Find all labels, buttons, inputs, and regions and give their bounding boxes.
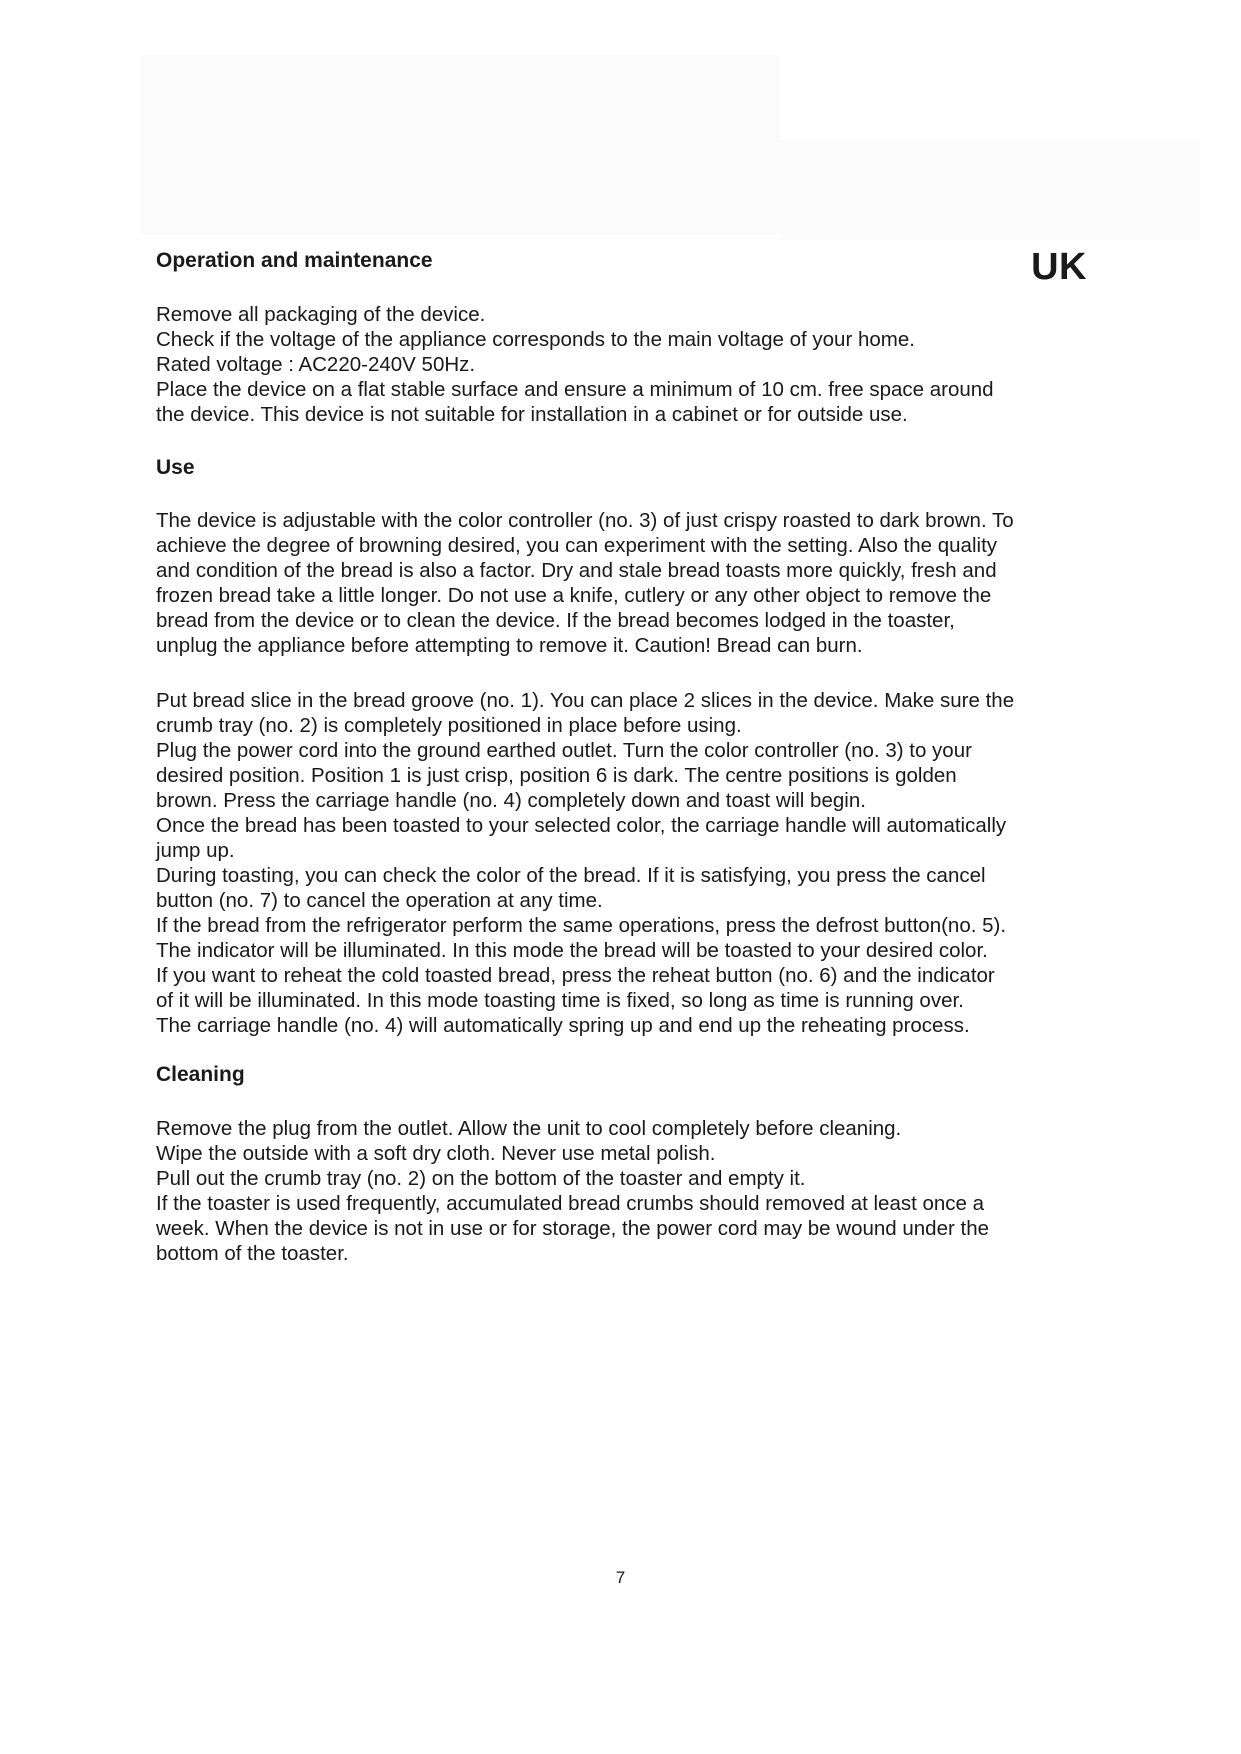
text-line: If the toaster is used frequently, accumulated bread crumbs should removed at least once a bbox=[156, 1192, 985, 1215]
text-line: Remove all packaging of the device. bbox=[156, 303, 486, 326]
text-line: brown. Press the carriage handle (no. 4) completely down and toast will begin. bbox=[156, 789, 866, 812]
operation-paragraph bbox=[156, 302, 1096, 427]
text-line: desired position. Position 1 is just crisp, position 6 is dark. The centre positions is golden bbox=[156, 764, 957, 787]
text-line: crumb tray (no. 2) is completely positioned in place before using. bbox=[156, 714, 742, 737]
text-line: Check if the voltage of the appliance corresponds to the main voltage of your home. bbox=[156, 328, 915, 351]
language-tag: UK bbox=[1031, 246, 1087, 288]
text-line: Place the device on a flat stable surface and ensure a minimum of 10 cm. free space around bbox=[156, 378, 994, 401]
text-line: The indicator will be illuminated. In this mode the bread will be toasted to your desired color. bbox=[156, 939, 988, 962]
text-line: of it will be illuminated. In this mode toasting time is fixed, so long as time is running over. bbox=[156, 989, 964, 1012]
text-line: Rated voltage : AC220-240V 50Hz. bbox=[156, 353, 476, 376]
scan-shadow-top bbox=[140, 55, 780, 235]
section-title-operation: Operation and maintenance bbox=[156, 249, 433, 272]
text-line: jump up. bbox=[156, 839, 235, 862]
text-line: During toasting, you can check the color of the bread. If it is satisfying, you press the cancel bbox=[156, 864, 986, 887]
text-line: The carriage handle (no. 4) will automatically spring up and end up the reheating process. bbox=[156, 1014, 970, 1037]
text-line: bottom of the toaster. bbox=[156, 1242, 349, 1265]
text-line: bread from the device or to clean the device. If the bread becomes lodged in the toaster, bbox=[156, 609, 955, 632]
page-number: 7 bbox=[615, 1568, 626, 1587]
scan-shadow-top-right bbox=[780, 140, 1200, 240]
text-line: unplug the appliance before attempting to remove it. Caution! Bread can burn. bbox=[156, 634, 863, 657]
text-line: Once the bread has been toasted to your selected color, the carriage handle will automatically bbox=[156, 814, 1007, 837]
text-line: Remove the plug from the outlet. Allow the unit to cool completely before cleaning. bbox=[156, 1117, 902, 1140]
text-line: and condition of the bread is also a factor. Dry and stale bread toasts more quickly, fresh and bbox=[156, 559, 997, 582]
text-line: the device. This device is not suitable for installation in a cabinet or for outside use. bbox=[156, 403, 908, 426]
text-line: The device is adjustable with the color controller (no. 3) of just crispy roasted to dark brown. To bbox=[156, 509, 1014, 532]
text-line: achieve the degree of browning desired, you can experiment with the setting. Also the quality bbox=[156, 534, 998, 557]
text-line: frozen bread take a little longer. Do not use a knife, cutlery or any other object to remove the bbox=[156, 584, 992, 607]
text-line: Pull out the crumb tray (no. 2) on the bottom of the toaster and empty it. bbox=[156, 1167, 806, 1190]
text-line: button (no. 7) to cancel the operation at any time. bbox=[156, 889, 603, 912]
section-title-use: Use bbox=[156, 456, 195, 479]
section-title-cleaning: Cleaning bbox=[156, 1063, 245, 1086]
use-paragraph-1 bbox=[156, 508, 1096, 658]
manual-page bbox=[156, 248, 1096, 1266]
text-line: Put bread slice in the bread groove (no. 1). You can place 2 slices in the device. Make sure the bbox=[156, 689, 1015, 712]
use-paragraph-2 bbox=[156, 688, 1096, 1038]
text-line: Wipe the outside with a soft dry cloth. Never use metal polish. bbox=[156, 1142, 716, 1165]
text-line: week. When the device is not in use or for storage, the power cord may be wound under the bbox=[156, 1217, 989, 1240]
cleaning-paragraph bbox=[156, 1116, 1096, 1266]
text-line: If you want to reheat the cold toasted bread, press the reheat button (no. 6) and the indicator bbox=[156, 964, 995, 987]
text-line: Plug the power cord into the ground earthed outlet. Turn the color controller (no. 3) to your bbox=[156, 739, 972, 762]
text-line: If the bread from the refrigerator perform the same operations, press the defrost button(no. 5). bbox=[156, 914, 1007, 937]
